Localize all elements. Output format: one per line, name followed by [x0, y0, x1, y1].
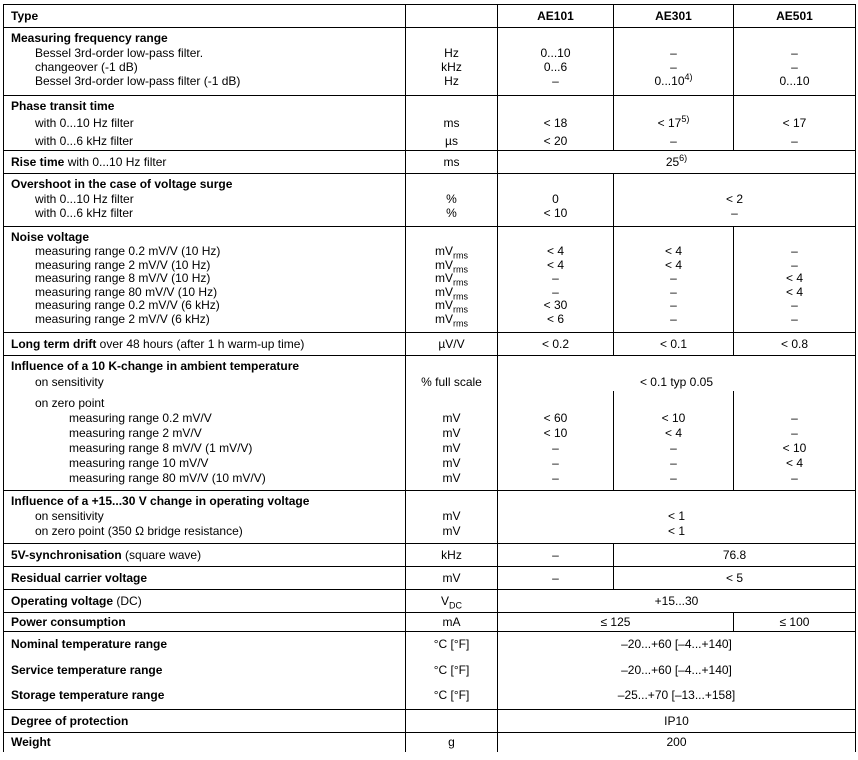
- section-long-term-drift: [4, 333, 856, 356]
- unit-cell: [406, 286, 498, 300]
- unit-cell: Hz: [406, 46, 498, 60]
- value-cell: [734, 227, 856, 246]
- row-noise-title: [4, 227, 856, 246]
- section-operating-voltage-change: [4, 491, 856, 544]
- value-cell: 0...10: [498, 46, 614, 60]
- unit-cell: [406, 391, 498, 411]
- value-cell-merged: +15...30: [654, 594, 699, 608]
- spec-label: measuring range 0.2 mV/V (10 Hz): [4, 245, 406, 259]
- row-phase-title: [4, 96, 856, 115]
- row-10k-title: [4, 356, 856, 375]
- unit-cell: mV: [406, 456, 498, 471]
- spec-label: measuring range 80 mV/V (10 mV/V): [4, 471, 406, 491]
- unit-cell: °C [°F]: [406, 683, 498, 709]
- value-cell-merged: –25...+70 [–13...+158]: [617, 688, 736, 702]
- spec-label: Bessel 3rd-order low-pass filter.: [4, 46, 406, 60]
- value-cell: [614, 391, 734, 411]
- value-cell: < 10: [614, 411, 734, 426]
- row-storage-temp: [4, 683, 856, 709]
- unit-subscript: rms: [453, 290, 468, 301]
- value-cell: [498, 491, 856, 510]
- value-cell: [614, 114, 734, 132]
- row-v15-sensitivity: [4, 509, 856, 524]
- value-cell: [734, 96, 856, 115]
- value-cell: –: [791, 46, 798, 60]
- spec-label-bold: Long term drift: [11, 337, 97, 351]
- datasheet-page: [0, 4, 858, 760]
- unit-header-cell: [406, 5, 498, 28]
- row-phase-10hz: [4, 114, 856, 132]
- row-10k-5: [4, 471, 856, 491]
- unit-subscript: rms: [453, 277, 468, 288]
- section-measuring-frequency-range: [4, 28, 856, 96]
- col-header-ae501: AE501: [776, 9, 813, 23]
- row-10k-4: [4, 456, 856, 471]
- unit-cell: kHz: [406, 544, 498, 567]
- value-cell: [614, 96, 734, 115]
- value-cell: –: [498, 471, 614, 491]
- value-cell: [498, 391, 614, 411]
- unit-cell: µs: [406, 132, 498, 151]
- unit-text: mV: [435, 298, 453, 312]
- value-cell: –: [614, 299, 734, 313]
- spec-label: measuring range 8 mV/V (1 mV/V): [4, 441, 406, 456]
- value-cell: < 10: [498, 426, 614, 441]
- unit-cell: [406, 590, 498, 613]
- value-cell: [614, 74, 734, 96]
- spec-label-rest: with 0...10 Hz filter: [64, 155, 167, 169]
- value-cell-merged: –20...+60 [–4...+140]: [621, 662, 732, 677]
- value-cell: –: [614, 46, 734, 60]
- spec-label: measuring range 2 mV/V (6 kHz): [4, 313, 406, 333]
- spec-label: measuring range 0.2 mV/V (6 kHz): [4, 299, 406, 313]
- unit-cell: mV: [406, 426, 498, 441]
- row-freq-changeover: [4, 60, 856, 74]
- spec-label: Nominal temperature range: [4, 632, 406, 658]
- value-cell: [498, 356, 856, 375]
- unit-cell: [406, 356, 498, 375]
- value-cell: –: [614, 313, 734, 333]
- spec-label-rest: (square wave): [121, 548, 202, 562]
- value-cell: 0: [498, 192, 614, 206]
- value-cell: < 17: [782, 116, 807, 130]
- section-degree-of-protection: [4, 709, 856, 732]
- value-cell: < 0.8: [780, 337, 809, 351]
- section-title: Measuring frequency range: [4, 28, 406, 47]
- spec-label: measuring range 80 mV/V (10 Hz): [4, 286, 406, 300]
- unit-cell: µV/V: [406, 333, 498, 356]
- value-cell: –: [614, 456, 734, 471]
- value-cell-merged: –: [731, 206, 738, 220]
- value-cell: < 0.1: [614, 333, 734, 356]
- value-cell: –: [791, 426, 798, 440]
- row-noise-2: [4, 259, 856, 273]
- row-overshoot-title: [4, 174, 856, 193]
- spec-label: [4, 590, 406, 613]
- unit-cell: mV: [406, 441, 498, 456]
- value-cell: < 60: [498, 411, 614, 426]
- row-type-header: [4, 5, 856, 28]
- unit-cell: mV: [406, 567, 498, 590]
- unit-cell: ms: [406, 151, 498, 174]
- unit-cell: [406, 313, 498, 333]
- value-cell-merged: < 5: [725, 571, 743, 585]
- section-title: Influence of a +15...30 V change in operating voltage: [4, 491, 406, 510]
- value-cell: –: [791, 298, 798, 312]
- spec-label: measuring range 2 mV/V (10 Hz): [4, 259, 406, 273]
- value-cell: –: [791, 311, 798, 326]
- spec-table: [3, 4, 856, 752]
- value-cell: –: [498, 441, 614, 456]
- row-10k-1: [4, 411, 856, 426]
- unit-cell: [406, 174, 498, 193]
- spec-label: on zero point (350 Ω bridge resistance): [4, 524, 406, 544]
- section-overshoot: [4, 174, 856, 227]
- spec-label: with 0...10 Hz filter: [4, 114, 406, 132]
- spec-label: [4, 151, 406, 174]
- value-cell: [498, 28, 614, 47]
- row-noise-6: [4, 313, 856, 333]
- value-cell: –: [614, 471, 734, 491]
- unit-text: mV: [435, 257, 453, 272]
- unit-cell: mV: [406, 509, 498, 524]
- value-cell: < 4: [614, 426, 734, 441]
- col-header-ae301: AE301: [614, 5, 734, 28]
- type-header-label: Type: [4, 5, 406, 28]
- spec-label: [4, 544, 406, 567]
- section-5v-synchronisation: [4, 544, 856, 567]
- value-cell: < 4: [498, 245, 614, 259]
- section-temperature-ranges: [4, 632, 856, 710]
- section-title: Influence of a 10 K-change in ambient temperature: [4, 356, 406, 375]
- value-cell: [498, 174, 614, 193]
- value-cell: –: [498, 272, 614, 286]
- row-freq-title: [4, 28, 856, 47]
- value-cell: < 4: [498, 259, 614, 273]
- spec-label: changeover (-1 dB): [4, 60, 406, 74]
- unit-cell: Hz: [406, 74, 498, 96]
- value-cell: < 4: [614, 245, 734, 259]
- spec-label: Power consumption: [4, 613, 406, 632]
- section-rise-time: [4, 151, 856, 174]
- unit-cell: °C [°F]: [406, 658, 498, 684]
- unit-text: mV: [435, 284, 453, 299]
- value-text: 25: [665, 155, 680, 169]
- spec-label: measuring range 10 mV/V: [4, 456, 406, 471]
- unit-cell: g: [406, 732, 498, 752]
- spec-label: on zero point: [4, 391, 406, 411]
- section-title: Overshoot in the case of voltage surge: [4, 174, 406, 193]
- row-power: [4, 613, 856, 632]
- spec-label: Residual carrier voltage: [4, 567, 406, 590]
- row-v15-title: [4, 491, 856, 510]
- row-noise-4: [4, 286, 856, 300]
- section-operating-voltage: [4, 590, 856, 613]
- spec-label: with 0...10 Hz filter: [4, 192, 406, 206]
- section-10k-change: [4, 356, 856, 491]
- value-cell: –: [498, 544, 614, 567]
- unit-cell: %: [406, 192, 498, 206]
- unit-cell: [406, 245, 498, 259]
- value-cell: –: [614, 60, 734, 74]
- row-10k-3: [4, 441, 856, 456]
- unit-cell: % full scale: [406, 374, 498, 391]
- spec-label: with 0...6 kHz filter: [4, 132, 406, 151]
- unit-text: V: [440, 594, 449, 608]
- spec-label: measuring range 0.2 mV/V: [4, 411, 406, 426]
- value-cell: < 4: [614, 259, 734, 273]
- value-cell-merged: –20...+60 [–4...+140]: [621, 637, 732, 651]
- row-10k-sensitivity: [4, 374, 856, 391]
- value-cell: –: [614, 441, 734, 456]
- unit-cell: [406, 227, 498, 246]
- value-cell: < 4: [785, 271, 803, 285]
- unit-cell: [406, 259, 498, 273]
- value-cell-merged: 76.8: [722, 548, 747, 562]
- unit-cell: [406, 299, 498, 313]
- value-cell: < 10: [782, 441, 807, 455]
- row-v15-zero-point: [4, 524, 856, 544]
- value-cell: ≤ 100: [779, 615, 810, 629]
- value-cell-merged: < 0.1 typ 0.05: [639, 375, 714, 389]
- row-sync: [4, 544, 856, 567]
- row-freq-bessel: [4, 46, 856, 60]
- value-cell: [614, 28, 734, 47]
- value-cell: –: [614, 132, 734, 151]
- spec-label: Weight: [4, 732, 406, 752]
- unit-cell: mA: [406, 613, 498, 632]
- spec-label: Degree of protection: [4, 709, 406, 732]
- row-rise-time: [4, 151, 856, 174]
- spec-label: measuring range 8 mV/V (10 Hz): [4, 272, 406, 286]
- row-weight: [4, 732, 856, 752]
- value-cell: 0...10: [779, 74, 810, 88]
- unit-subscript: rms: [453, 250, 468, 261]
- value-cell: < 6: [498, 313, 614, 333]
- value-cell-merged: < 2: [725, 192, 743, 206]
- row-10k-zero-point: [4, 391, 856, 411]
- value-cell: [498, 151, 856, 174]
- section-weight: [4, 732, 856, 752]
- row-10k-2: [4, 426, 856, 441]
- value-cell: [734, 391, 856, 411]
- value-cell: –: [791, 244, 798, 258]
- spec-label: Bessel 3rd-order low-pass filter (-1 dB): [4, 74, 406, 96]
- spec-label-rest: over 48 hours (after 1 h warm-up time): [96, 337, 305, 351]
- value-cell: 0...6: [498, 60, 614, 74]
- section-title: Noise voltage: [4, 227, 406, 246]
- unit-subscript: rms: [453, 317, 468, 328]
- row-service-temp: [4, 658, 856, 684]
- value-cell: < 0.2: [498, 333, 614, 356]
- value-cell: [498, 227, 614, 246]
- row-overshoot-6khz: [4, 206, 856, 227]
- value-text: 0...10: [654, 74, 685, 88]
- row-drift: [4, 333, 856, 356]
- spec-label: on sensitivity: [4, 374, 406, 391]
- value-cell-merged: < 1: [667, 509, 685, 523]
- section-residual-carrier-voltage: [4, 567, 856, 590]
- value-cell: –: [498, 74, 614, 96]
- unit-cell: [406, 28, 498, 47]
- section-phase-transit-time: [4, 96, 856, 151]
- row-noise-5: [4, 299, 856, 313]
- footnote-ref: 5): [681, 114, 690, 124]
- spec-label-bold: Rise time: [11, 155, 65, 169]
- unit-cell: mV: [406, 411, 498, 426]
- unit-cell: kHz: [406, 60, 498, 74]
- value-cell: –: [791, 411, 798, 425]
- row-phase-6khz: [4, 132, 856, 151]
- value-cell: < 10: [498, 206, 614, 227]
- unit-cell: [406, 272, 498, 286]
- unit-subscript: rms: [453, 304, 468, 315]
- value-cell: –: [791, 257, 798, 272]
- value-cell-merged: IP10: [664, 713, 689, 728]
- value-cell: [614, 227, 734, 246]
- spec-label: Service temperature range: [4, 658, 406, 684]
- row-overshoot-10hz: [4, 192, 856, 206]
- row-protection: [4, 709, 856, 732]
- unit-text: mV: [435, 244, 453, 258]
- spec-label-rest: (DC): [113, 594, 142, 608]
- row-operating-voltage: [4, 590, 856, 613]
- unit-subscript: rms: [453, 263, 468, 274]
- unit-cell: [406, 96, 498, 115]
- spec-label-bold: 5V-synchronisation: [11, 548, 122, 562]
- row-noise-3: [4, 272, 856, 286]
- value-cell: –: [614, 286, 734, 300]
- value-cell: –: [498, 286, 614, 300]
- section-power-consumption: [4, 613, 856, 632]
- spec-label: Storage temperature range: [4, 683, 406, 709]
- col-header-ae101: AE101: [498, 5, 614, 28]
- value-cell: –: [791, 471, 798, 485]
- value-cell: [614, 174, 856, 193]
- unit-cell: mV: [406, 524, 498, 544]
- value-cell: < 4: [785, 284, 803, 299]
- spec-label-bold: Operating voltage: [11, 594, 114, 608]
- row-residual: [4, 567, 856, 590]
- value-cell: –: [614, 272, 734, 286]
- value-cell: < 18: [498, 114, 614, 132]
- spec-label: [4, 333, 406, 356]
- unit-cell: [406, 491, 498, 510]
- value-cell: < 20: [498, 132, 614, 151]
- value-cell: –: [791, 60, 798, 74]
- value-cell: –: [498, 456, 614, 471]
- unit-cell: °C [°F]: [406, 632, 498, 658]
- unit-text: mV: [435, 271, 453, 285]
- value-cell-merged: 200: [666, 734, 687, 749]
- value-cell-merged: < 1: [667, 524, 685, 538]
- row-nominal-temp: [4, 632, 856, 658]
- unit-text: mV: [435, 311, 453, 326]
- section-noise-voltage: [4, 227, 856, 333]
- value-cell: [734, 28, 856, 47]
- value-cell: –: [498, 567, 614, 590]
- unit-cell: mV: [406, 471, 498, 491]
- footnote-ref: 4): [684, 72, 693, 82]
- unit-cell: %: [406, 206, 498, 227]
- value-cell: < 30: [498, 299, 614, 313]
- value-cell-merged: ≤ 125: [498, 613, 734, 632]
- value-text: < 17: [657, 116, 682, 130]
- row-noise-1: [4, 245, 856, 259]
- unit-cell: [406, 709, 498, 732]
- row-freq-bessel-1db: [4, 74, 856, 96]
- value-cell: –: [791, 134, 798, 148]
- footnote-ref: 6): [679, 153, 688, 163]
- unit-subscript: DC: [449, 600, 462, 611]
- spec-label: on sensitivity: [4, 509, 406, 524]
- spec-label: measuring range 2 mV/V: [4, 426, 406, 441]
- unit-cell: ms: [406, 114, 498, 132]
- section-type: [4, 5, 856, 28]
- spec-label: with 0...6 kHz filter: [4, 206, 406, 227]
- value-cell: [498, 96, 614, 115]
- section-title: Phase transit time: [4, 96, 406, 115]
- value-cell: < 4: [785, 456, 803, 470]
